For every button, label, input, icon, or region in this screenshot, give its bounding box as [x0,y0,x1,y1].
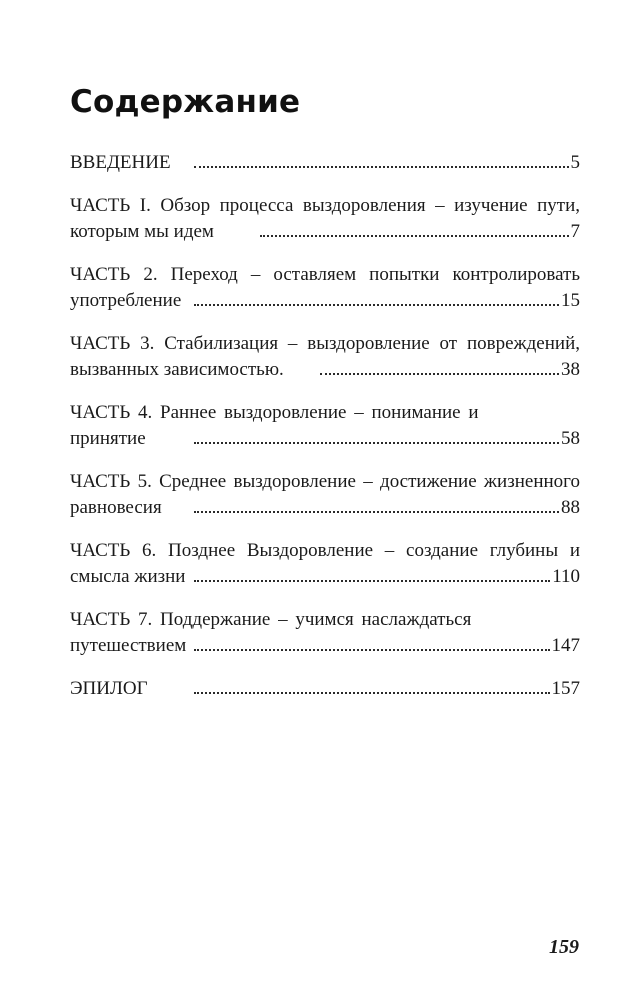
toc-entry-subtitle: употребление [70,290,182,311]
toc-entry-epilogue[interactable] [70,676,580,702]
toc-entry-title: ЧАСТЬ I. Обзор процесса выздоровления – изучение пути, [70,195,580,216]
toc-entry-part-5[interactable] [70,469,580,521]
toc-entry-title: ЧАСТЬ 4. Раннее выздоровление – понимание и [70,402,479,423]
dot-leader [260,235,569,237]
toc-entry-part-1[interactable] [70,193,580,245]
toc-entry-page: 5 [570,152,580,173]
page-number: 159 [549,936,579,958]
toc-entry-subtitle: принятие [70,428,146,449]
dot-leader [194,580,550,582]
toc-entry-part-2[interactable] [70,262,580,314]
toc-entry-subtitle: которым мы идем [70,221,214,242]
toc-entry-page: 110 [552,566,580,587]
dot-leader [194,649,550,651]
toc-entry-title: ЧАСТЬ 6. Позднее Выздоровление – создание глубины и [70,540,580,561]
toc-entry-subtitle: вызванных зависимостью. [70,359,284,380]
page-title: Содержание [70,84,301,120]
toc-entry-part-4[interactable] [70,400,580,452]
dot-leader [194,692,550,694]
toc-entry-title: ЧАСТЬ 3. Стабилизация – выздоровление от повреждений, [70,333,580,354]
toc-entry-page: 58 [561,428,580,449]
toc-entry-subtitle: равновесия [70,497,162,518]
toc-entry-title: ЭПИЛОГ [70,678,148,699]
toc-entry-title: ВВЕДЕНИЕ [70,152,171,173]
toc-entry-page: 157 [551,678,580,699]
toc-entry-part-3[interactable] [70,331,580,383]
toc-entry-title: ЧАСТЬ 7. Поддержание – учимся наслаждаться [70,609,472,630]
toc-entry-title: ЧАСТЬ 2. Переход – оставляем попытки контролировать [70,264,580,285]
toc-entry-subtitle: путешествием [70,635,187,656]
toc-entry-page: 147 [551,635,580,656]
dot-leader [194,166,569,168]
toc-entry-page: 15 [561,290,580,311]
toc-entry-title: ЧАСТЬ 5. Среднее выздоровление – достижение жизненного [70,471,580,492]
toc-entry-part-6[interactable] [70,538,580,590]
toc-entry-page: 7 [570,221,580,242]
toc-entry-part-7[interactable] [70,607,580,659]
toc-entry-introduction[interactable] [70,150,580,176]
toc-entry-subtitle: смысла жизни [70,566,186,587]
dot-leader [194,511,559,513]
toc-entry-page: 88 [561,497,580,518]
dot-leader [194,304,559,306]
toc-entry-page: 38 [561,359,580,380]
dot-leader [194,442,559,444]
table-of-contents [70,150,580,719]
dot-leader [320,373,559,375]
